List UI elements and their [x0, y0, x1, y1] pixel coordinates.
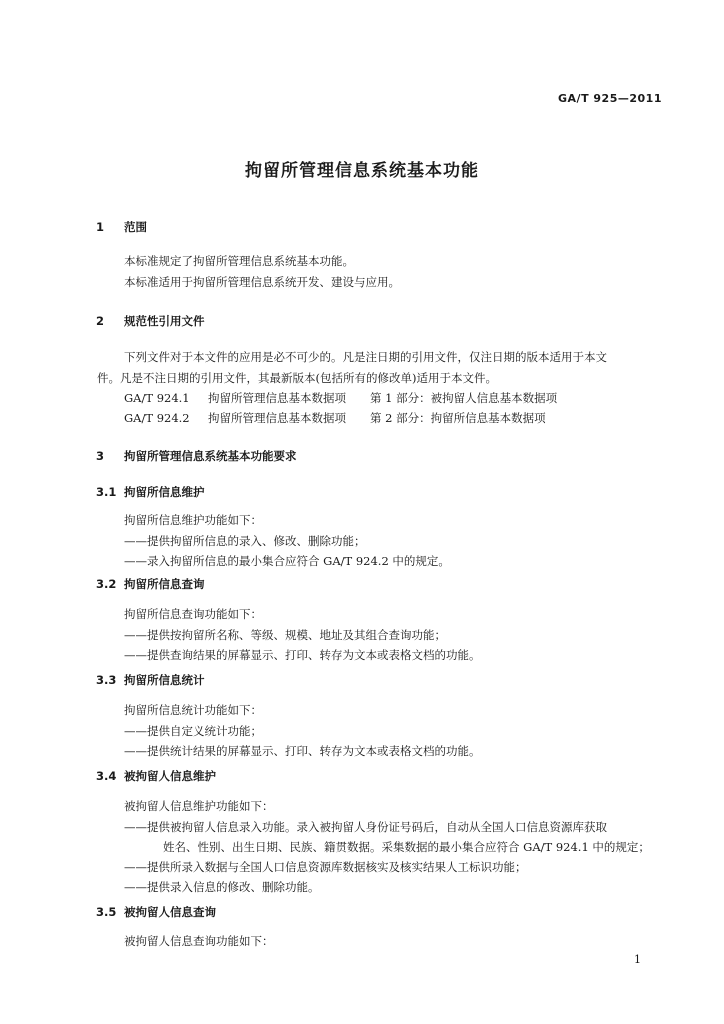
section-number: 3.1: [96, 485, 117, 499]
section-title: 范围: [124, 220, 147, 234]
list-item: ——提供所录入数据与全国人口信息资源库数据核实及核实结果人工标识功能；: [124, 860, 527, 874]
section-number: 2: [96, 314, 105, 328]
section-3-2-heading: [96, 576, 205, 594]
section-title: 被拘留人信息维护: [124, 769, 216, 783]
page-number: 1: [634, 953, 641, 966]
section-3-5-heading: [96, 904, 216, 922]
list-item: ——提供查询结果的屏幕显示、打印、转存为文本或表格文档的功能。: [124, 648, 481, 662]
list-item: ——录入拘留所信息的最小集合应符合 GA/T 924.2 中的规定。: [124, 554, 450, 568]
reference-part: 第 2 部分：拘留所信息基本数据项: [370, 411, 546, 425]
section-title: 拘留所信息查询: [124, 577, 205, 591]
section-3-3-heading: [96, 672, 205, 690]
paragraph-line: 拘留所信息统计功能如下：: [124, 703, 262, 717]
section-title: 被拘留人信息查询: [124, 905, 216, 919]
section-number: 3.2: [96, 577, 117, 591]
section-3-1-heading: [96, 484, 205, 502]
paragraph-line: 被拘留人信息维护功能如下：: [124, 799, 274, 813]
paragraph-line: 拘留所信息维护功能如下：: [124, 513, 262, 527]
section-title: 拘留所管理信息系统基本功能要求: [124, 449, 297, 463]
section-2-heading: [96, 313, 205, 331]
section-3-4-heading: [96, 768, 216, 786]
reference-entry: [124, 409, 546, 427]
section-number: 3.5: [96, 905, 117, 919]
list-item: ——提供录入信息的修改、删除功能。: [124, 880, 320, 894]
list-item: ——提供按拘留所名称、等级、规模、地址及其组合查询功能；: [124, 628, 446, 642]
reference-name: 拘留所管理信息基本数据项: [208, 391, 346, 405]
list-item: ——提供拘留所信息的录入、修改、删除功能；: [124, 534, 366, 548]
paragraph-line: 被拘留人信息查询功能如下：: [124, 934, 274, 948]
section-number: 3.4: [96, 769, 117, 783]
paragraph-line: 拘留所信息查询功能如下：: [124, 607, 262, 621]
section-number: 3.3: [96, 673, 117, 687]
standard-code: GA/T 925—2011: [558, 92, 662, 105]
reference-name: 拘留所管理信息基本数据项: [208, 411, 346, 425]
reference-entry: [124, 389, 557, 407]
reference-code: GA/T 924.2: [124, 411, 190, 425]
section-number: 3: [96, 449, 105, 463]
paragraph-line: 本标准规定了拘留所管理信息系统基本功能。: [124, 254, 354, 268]
list-item: ——提供统计结果的屏幕显示、打印、转存为文本或表格文档的功能。: [124, 744, 481, 758]
section-title: 拘留所信息统计: [124, 673, 205, 687]
section-number: 1: [96, 220, 105, 234]
section-3-heading: [96, 448, 297, 466]
list-item-continuation: 姓名、性别、出生日期、民族、籍贯数据。采集数据的最小集合应符合 GA/T 924.1 中的规定；: [163, 840, 650, 854]
list-item: ——提供自定义统计功能；: [124, 724, 262, 738]
document-title: 拘留所管理信息系统基本功能: [245, 161, 479, 181]
section-title: 规范性引用文件: [124, 314, 205, 328]
section-title: 拘留所信息维护: [124, 485, 205, 499]
section-1-heading: [96, 219, 147, 237]
paragraph-line: 本标准适用于拘留所管理信息系统开发、建设与应用。: [124, 275, 400, 289]
list-item: ——提供被拘留人信息录入功能。录入被拘留人身份证号码后，自动从全国人口信息资源库获取: [124, 820, 607, 834]
paragraph-line: 件。凡是不注日期的引用文件，其最新版本(包括所有的修改单)适用于本文件。: [97, 371, 497, 385]
reference-code: GA/T 924.1: [124, 391, 190, 405]
paragraph-line: 下列文件对于本文件的应用是必不可少的。凡是注日期的引用文件，仅注日期的版本适用于本文: [124, 350, 607, 364]
reference-part: 第 1 部分：被拘留人信息基本数据项: [370, 391, 558, 405]
